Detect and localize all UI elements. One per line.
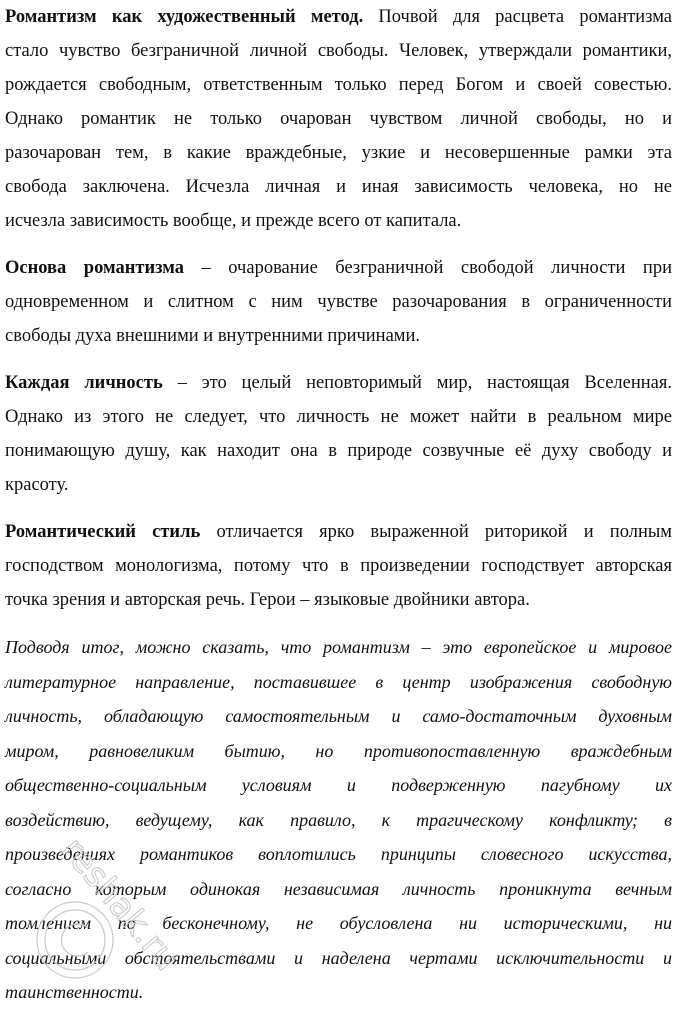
paragraph-lead-term: Каждая личность	[5, 373, 163, 393]
text-line: понимающую душу, как находит она в природе созвучные её духу свободу и	[5, 441, 672, 461]
paragraph	[5, 251, 672, 353]
svg-text:reshak.ru: reshak.ru	[53, 830, 187, 979]
text-line: рождается свободным, ответственным только перед Богом и своей совестью.	[5, 75, 672, 95]
paragraph	[5, 515, 672, 617]
text-line: личность, обладающую самостоятельным и само-достаточным духовным	[5, 706, 672, 726]
paragraph-text: Почвой для расцвета романтизма	[363, 7, 672, 27]
text-line: воздействию, ведущему, как правило, к трагическому конфликту; в	[5, 809, 672, 830]
paragraph-lead-term: Романтизм как художественный метод.	[5, 7, 364, 27]
paragraph-lead-term: Романтический стиль	[5, 522, 201, 542]
text-line	[5, 251, 672, 285]
text-line: точка зрения и авторская речь. Герои – языковые двойники автора.	[5, 590, 530, 610]
text-line: Однако романтик не только очарован чувством личной свободы, но и	[5, 109, 672, 129]
paragraph	[5, 366, 672, 502]
text-line: свобода заключена. Исчезла личная и иная зависимость человека, но не	[5, 177, 672, 197]
text-line: согласно которым одинокая независимая личность проникнута вечным	[5, 878, 672, 899]
text-line: произведениях романтиков воплотились принципы словесного искусства,	[5, 844, 672, 864]
text-line: литературное направление, поставившее в центр изображения свободную	[5, 671, 672, 692]
text-line: красоту.	[5, 475, 69, 495]
text-line: общественно-социальным условиям и подверженную пагубному их	[5, 775, 672, 795]
text-line: томлением по бесконечному, не обусловлена ни историческими, ни	[5, 913, 672, 933]
text-line: миром, равновеликим бытию, но противопоставленную враждебным	[5, 740, 672, 761]
text-line: социальными обстоятельствами и наделена чертами исключительности и	[5, 947, 672, 968]
text-line	[5, 515, 672, 549]
paragraph-text: – очарование безграничной свободой личности при	[184, 258, 672, 278]
text-line: свободы духа внешними и внутренними причинами.	[5, 326, 421, 346]
text-line: исчезла зависимость вообще, и прежде всего от капитала.	[5, 211, 462, 231]
text-line: разочарован тем, в какие враждебные, узкие и несовершенные рамки эта	[5, 143, 672, 163]
text-line	[5, 0, 672, 34]
paragraph-text: отличается ярко выраженной риторикой и полным	[200, 522, 672, 542]
paragraph-text: – это целый неповторимый мир, настоящая Вселенная.	[162, 373, 672, 393]
conclusion-paragraph	[5, 630, 672, 1010]
text-line: Однако из этого не следует, что личность не может найти в реальном мире	[5, 407, 672, 427]
text-line: одновременном и слитном с ним чувстве разочарования в ограниченности	[5, 292, 672, 312]
text-line: господством монологизма, потому что в произведении господствует авторская	[5, 556, 672, 576]
text-line: таинственности.	[5, 982, 144, 1002]
text-line: стало чувство безграничной личной свободы. Человек, утверждали романтики,	[5, 41, 672, 61]
paragraph-lead-term: Основа романтизма	[5, 258, 185, 278]
document-page	[5, 0, 672, 1023]
text-line	[5, 366, 672, 400]
text-line: Подводя итог, можно сказать, что романтизм – это европейское и мировое	[5, 637, 672, 657]
paragraph	[5, 0, 672, 238]
